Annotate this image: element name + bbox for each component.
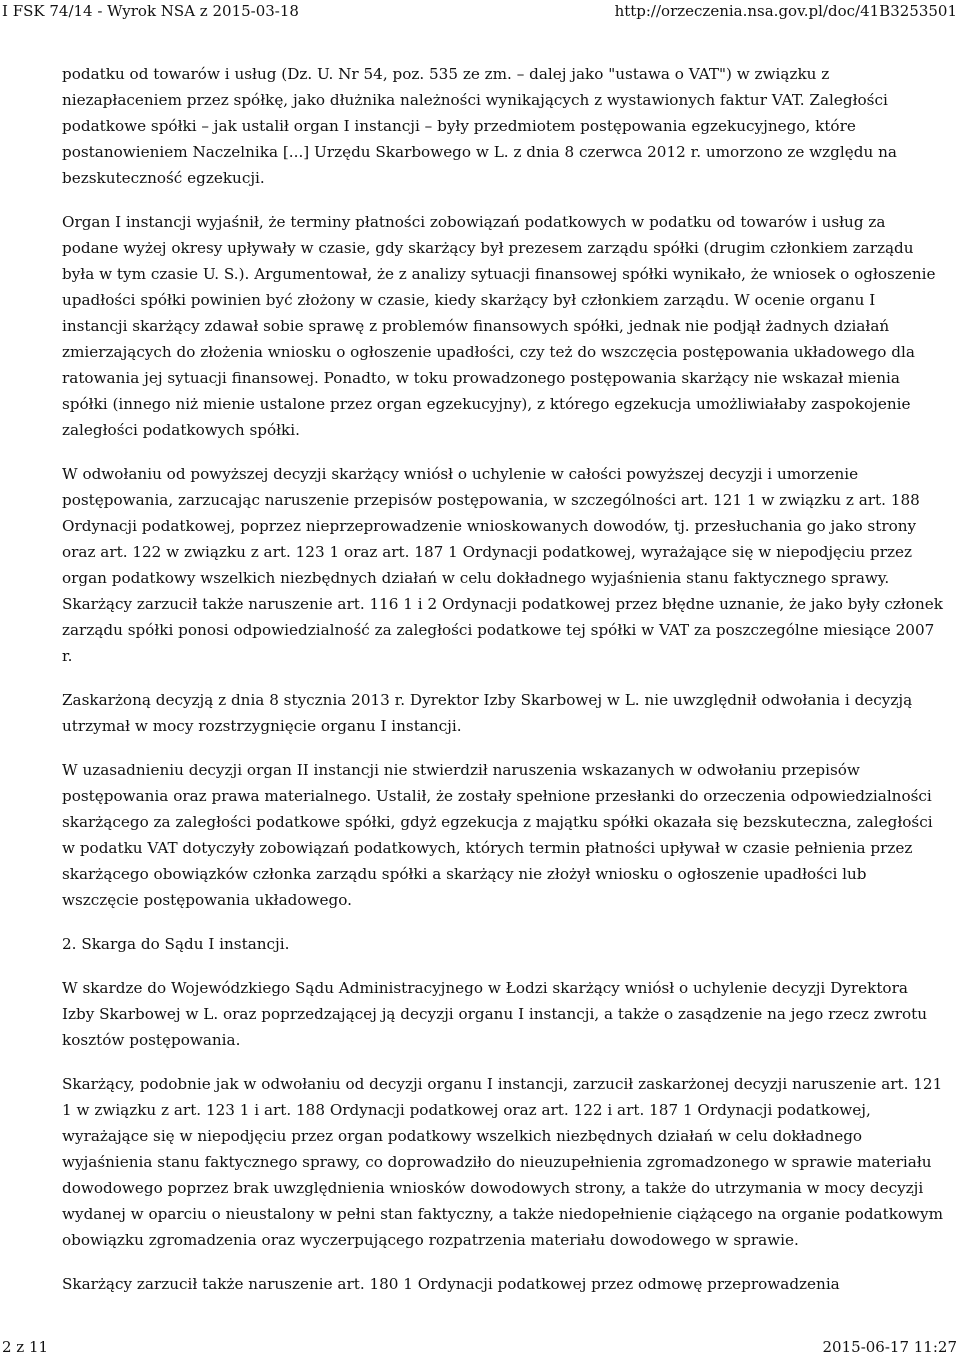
paragraph-7: Skarżący, podobnie jak w odwołaniu od decyzji organu I instancji, zarzucił zaskarżonej decyzji naruszenie art. 121 1 w związku z art. 123 1 i art. 188 Ordynacji podatkowej oraz art. 122 i art. 187 1 Ordynacji podatkowej, wyrażające się w niepodjęciu przez organ podatkowy wszelkich niezbędnych działań w celu dokładnego wyjaśnienia stanu faktycznego sprawy, co doprowadziło do nieuzupełnienia zgromadzonego w sprawie materiału dowodowego poprzez brak uwzględnienia wniosków dowodowych strony, a także do utrzymania w mocy decyzji wydanej w oparciu o nieustalony w pełni stan faktyczny, a także niedopełnienie ciążącego na organie podatkowym obowiązku zgromadzenia oraz wyczerpującego rozpatrzenia materiału dowodowego w sprawie. bbox=[62, 1075, 944, 1249]
document-title: I FSK 74/14 - Wyrok NSA z 2015-03-18 bbox=[2, 2, 299, 20]
paragraph-3: W odwołaniu od powyższej decyzji skarżący wniósł o uchylenie w całości powyższej decyzji i umorzenie postępowania, zarzucając naruszenie przepisów postępowania, w szczególności art. 121 1 w związku z art. 188 Ordynacji podatkowej, poprzez nieprzeprowadzenie wnioskowanych dowodów, tj. przesłuchania go jako strony oraz art. 122 w związku z art. 123 1 oraz art. 187 1 Ordynacji podatkowej, wyrażające się w niepodjęciu przez organ podatkowy wszelkich niezbędnych działań w celu dokładnego wyjaśnienia stanu faktycznego sprawy. Skarżący zarzucił także naruszenie art. 116 1 i 2 Ordynacji podatkowej przez błędne uznanie, że jako były członek zarządu spółki ponosi odpowiedzialność za zaległości podatkowe tej spółki w VAT za poszczególne miesiące 2007 r. bbox=[62, 465, 943, 665]
paragraph-2: Organ I instancji wyjaśnił, że terminy płatności zobowiązań podatkowych w podatku od towarów i usług za podane wyżej okresy upływały w czasie, gdy skarżący był prezesem zarządu spółki (drugim członkiem zarządu była w tym czasie U. S.). Argumentował, że z analizy sytuacji finansowej spółki wynikało, że wniosek o ogłoszenie upadłości spółki powinien być złożony w czasie, kiedy skarżący był członkiem zarządu. W ocenie organu I instancji skarżący zdawał sobie sprawę z problemów finansowych spółki, jednak nie podjął żadnych działań zmierzających do złożenia wniosku o ogłoszenie upadłości, czy też do wszczęcia postępowania układowego dla ratowania jej sytuacji finansowej. Ponadto, w toku prowadzonego postępowania skarżący nie wskazał mienia spółki (innego niż mienie ustalone przez organ egzekucyjny), z którego egzekucja umożliwiałaby zaspokojenie zaległości podatkowych spółki. bbox=[62, 213, 936, 439]
paragraph-1: podatku od towarów i usług (Dz. U. Nr 54, poz. 535 ze zm. – dalej jako "ustawa o VAT") w związku z niezapłaceniem przez spółkę, jako dłużnika należności wynikających z wystawionych faktur VAT. Zaległości podatkowe spółki – jak ustalił organ I instancji – były przedmiotem postępowania egzekucyjnego, które postanowieniem Naczelnika [...] Urzędu Skarbowego w L. z dnia 8 czerwca 2012 r. umorzono ze względu na bezskuteczność egzekucji. bbox=[62, 65, 897, 187]
section-heading: 2. Skarga do Sądu I instancji. bbox=[62, 935, 290, 953]
paragraph-8: Skarżący zarzucił także naruszenie art. 180 1 Ordynacji podatkowej przez odmowę przeprowadzenia bbox=[62, 1275, 840, 1293]
page-number: 2 z 11 bbox=[2, 1338, 49, 1356]
paragraph-4: Zaskarżoną decyzją z dnia 8 stycznia 2013 r. Dyrektor Izby Skarbowej w L. nie uwzględnił odwołania i decyzją utrzymał w mocy rozstrzygnięcie organu I instancji. bbox=[62, 691, 913, 735]
document-url[interactable]: http://orzeczenia.nsa.gov.pl/doc/41B3253501 bbox=[614, 2, 957, 20]
paragraph-5: W uzasadnieniu decyzji organ II instancji nie stwierdził naruszenia wskazanych w odwołaniu przepisów postępowania oraz prawa materialnego. Ustalił, że zostały spełnione przesłanki do orzeczenia odpowiedzialności skarżącego za zaległości podatkowe spółki, gdyż egzekucja z majątku spółki okazała się bezskuteczna, zaległości w podatku VAT dotyczyły zobowiązań podatkowych, których termin płatności upływał w czasie pełnienia przez skarżącego obowiązków członka zarządu spółki a skarżący nie złożył wniosku o ogłoszenie upadłości lub wszczęcie postępowania układowego. bbox=[62, 761, 933, 909]
print-datetime: 2015-06-17 11:27 bbox=[822, 1338, 957, 1356]
document-body bbox=[62, 61, 944, 1315]
paragraph-6: W skardze do Wojewódzkiego Sądu Administracyjnego w Łodzi skarżący wniósł o uchylenie decyzji Dyrektora Izby Skarbowej w L. oraz poprzedzającej ją decyzji organu I instancji, a także o zasądzenie na jego rzecz zwrotu kosztów postępowania. bbox=[62, 979, 928, 1049]
